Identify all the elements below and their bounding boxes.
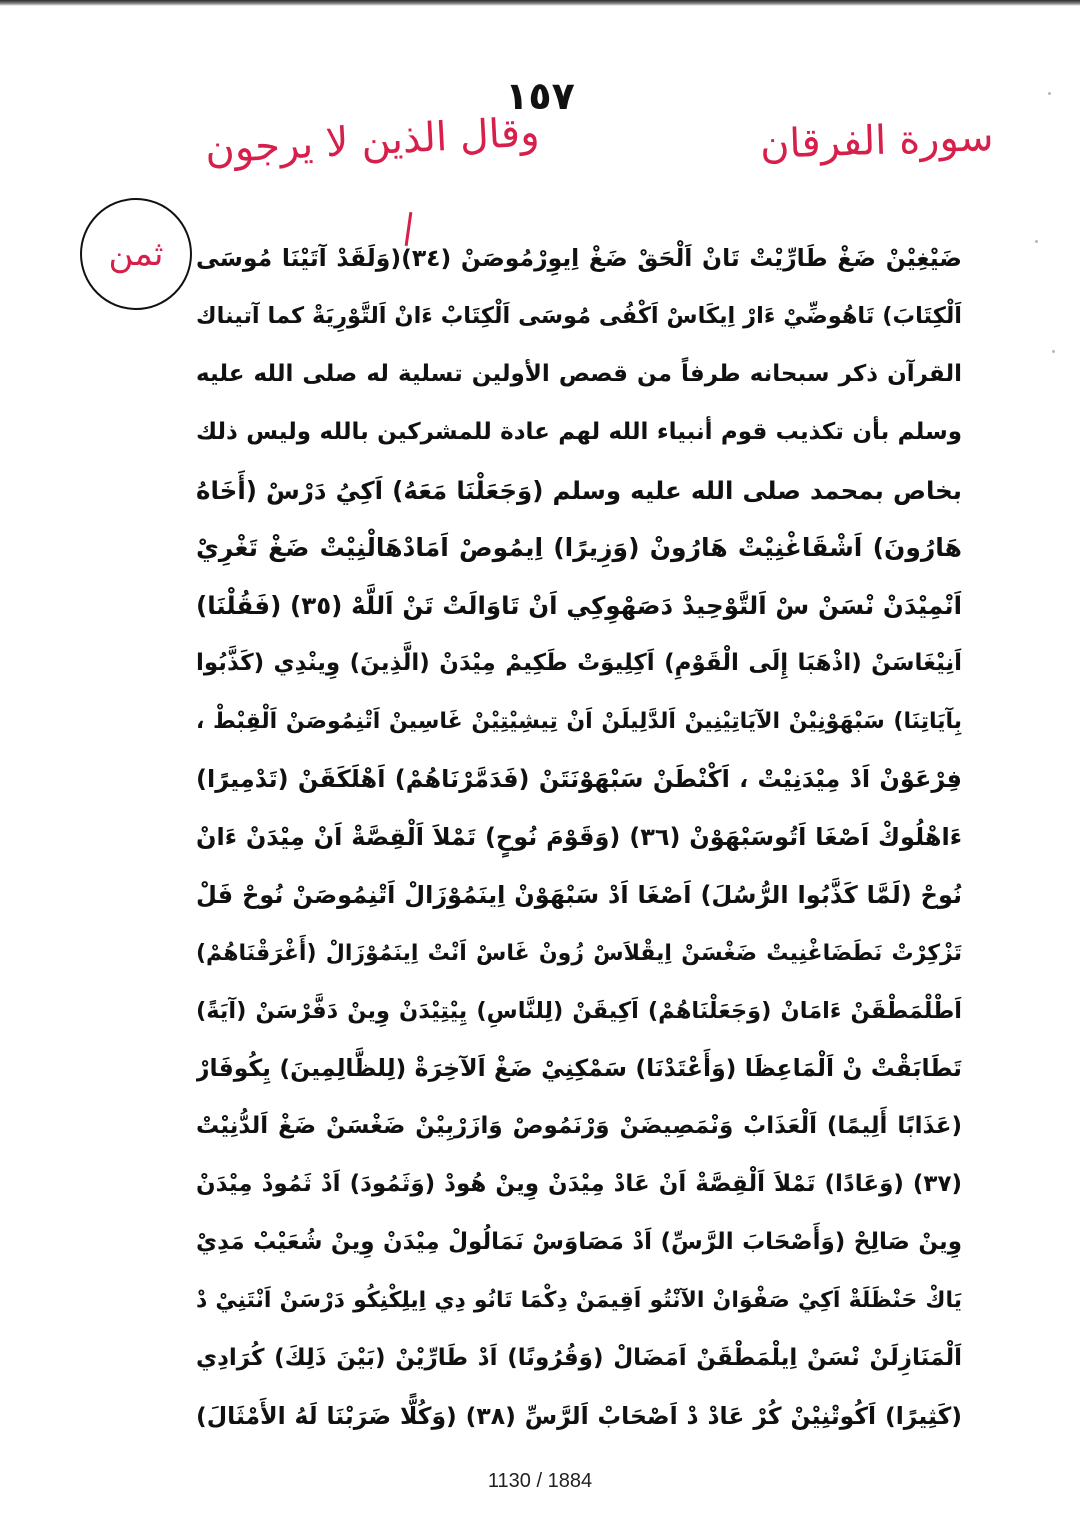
text-line: اَنِيْغَاسَنْ (اذْهَبَا إِلَى الْقَوْمِ) اَكِلِيوَتْ طَكِيمْ مِيْدَنْ (الَّذِينَ) وِينْدِي (كَذَّبُوا xyxy=(196,650,962,677)
text-line: بِآيَاتِنَا) سَبْهَوْنِيْنْ الآيَاتِيْنِينْ اَلدَّلِيلَنْ اَنْ تِيشِيْتِيْنْ غَاسِينْ اَتْنِمُوصَنْ اَلْقِبْطْ ، xyxy=(196,709,962,735)
text-line: (عَذَابًا أَلِيمًا) اَلْعَذَابْ وَنْمَصِيضَنْ وَرْنَمُوصْ وَازَرْبِيْنْ ضَغْسَنْ ضَغْ اَلدُّنِيْتْ xyxy=(196,1113,962,1140)
margin-circle-note: ثمن xyxy=(108,234,164,274)
scan-speck xyxy=(1052,350,1055,353)
text-line: وِينْ صَالِحْ (وَأَصْحَابَ الرَّسِّ) اَدْ مَصَاوَسْ نَمَالُولْ مِيْدَنْ وِينْ شُعَيْبْ مَدِيْ xyxy=(196,1229,962,1256)
verse-handnote: وقال الذين لا يرجون xyxy=(204,109,541,173)
text-body xyxy=(196,230,962,1446)
text-line: (٣٧) (وَعَادًا) تَمْلاَ اَلْقِصَّةْ اَنْ عَادْ مِيْدَنْ وِينْ هُودْ (وَثَمُودَ) اَدْ ثَمُودْ مِيْدَنْ xyxy=(196,1171,962,1198)
text-line: نُوحْ (لَمَّا كَذَّبُوا الرُّسُلَ) اَصْغَا اَدْ سَبْهَوْنْ اِينَمُوْزَالْ اَتْنِمُوصَنْ نُوحْ فَلْ xyxy=(196,880,962,909)
text-line: اَلْمَنَازِلَنْ نْسَنْ اِيلْمَطْقَنْ اَمَضَالْ (وَقُرُونًا) اَدْ طَارِّيْنْ (بَيْنَ ذَلِكَ) كُرَادِي xyxy=(196,1344,962,1371)
scan-edge xyxy=(0,0,1080,6)
text-line: اَلْكِتَابَ) تَاهُوضِّيْ ءَارْ اِيكَاسْ اَكْفُى مُوسَى اَلْكِتَابْ ءَانْ اَلتَّوْرِيَةْ كما آتيناك xyxy=(196,302,962,329)
scan-speck xyxy=(1035,240,1038,243)
surah-name-handnote: سورة الفرقان xyxy=(759,113,995,169)
text-line: تَطَابَقْتْ نْ اَلْمَاعِظَا (وَأَعْتَدْنَا) سَمْكِنِيْ ضَغْ اَلآخِرَةْ (لِلظَّالِمِينَ) يِكُوفَارْ xyxy=(196,1054,962,1083)
page-counter: 1130 / 1884 xyxy=(487,1470,593,1492)
text-line: اَنْمِيْدَنْ نْسَنْ سْ اَلتَّوْحِيدْ دَصَهْوِكِي اَنْ تَاوَالَتْ تَنْ اَللَّهْ (٣٥) (فَقُلْنَا) xyxy=(196,591,962,621)
text-line: بخاص بمحمد صلى الله عليه وسلم (وَجَعَلْنَا مَعَهُ) اَكِيُ دَرْسْ (أَخَاهُ xyxy=(196,475,962,505)
text-line: فِرْعَوْنْ اَدْ مِيْدَنِيْتْ ، اَكْنْطَنْ سَبْهَوْنَتَنْ (فَدَمَّرْنَاهُمْ) اَهْلَكَقَنْ (تَدْمِيرًا) xyxy=(196,765,962,794)
text-line: تَزْكِرْتْ نَطَضَاغْنِيتْ ضَغْسَنْ اِيقْلاَسْ زُونْ غَاسْ اَنْتْ اِينَمُوْزَالْ (أَغْرَقْنَاهُمْ) xyxy=(196,940,962,966)
text-line: ضَيْغِيْنْ ضَغْ طَارِّيْتْ تَانْ اَلْحَقْ ضَغْ اِيوِرْمُوصَنْ (٣٤)(وَلَقَدْ آتَيْنَا مُوسَى xyxy=(196,244,962,272)
margin-circle-mark xyxy=(80,198,192,310)
text-line: اَطْلْمَطْقَنْ ءَامَانْ (وَجَعَلْنَاهُمْ) اَكِيقَنْ (لِلنَّاسِ) يِيْتِيْدَنْ وِينْ دَفَّرْسَنْ (آيَةً) xyxy=(196,997,962,1024)
scan-speck xyxy=(1048,92,1051,95)
text-line: (كَثِيرًا) اَكُوتْنِيْنْ كُرْ عَادْ دْ اَصْحَابْ اَلرَّسِّ (٣٨) (وَكُلًّا ضَرَبْنَا لَهُ الأَمْثَالَ) xyxy=(196,1401,962,1430)
text-line: يَاكْ حَنْظَلَةْ اَكِيْ صَفْوَانْ الآنْتُو اَقِيمَنْ دِكْمَا تَانُو دِي اِيلِكْنِكُو دَرْسَنْ اَنْتَنِيْ دْ xyxy=(196,1288,962,1314)
text-line: القرآن ذكر سبحانه طرفاً من قصص الأولين تسلية له صلى الله عليه xyxy=(196,360,962,387)
text-line: هَارُونَ) اَشْقَاغْنِيْتْ هَارُونْ (وَزِيرًا) اِيمُوصْ اَمَادْهَالْنِيْتْ ضَغْ تَغْرِيْ xyxy=(196,533,962,563)
text-line: ءَاهْلُوكْ اَصْغَا اَتُوسَبْهَوْنْ (٣٦) (وَقَوْمَ نُوحٍ) تَمْلاَ اَلْقِصَّةْ اَنْ مِيْدَنْ ءَانْ xyxy=(196,822,962,851)
page-number: ١٥٧ xyxy=(505,74,575,118)
text-line: وسلم بأن تكذيب قوم أنبياء الله لهم عادة للمشركين بالله وليس ذلك xyxy=(196,418,962,445)
